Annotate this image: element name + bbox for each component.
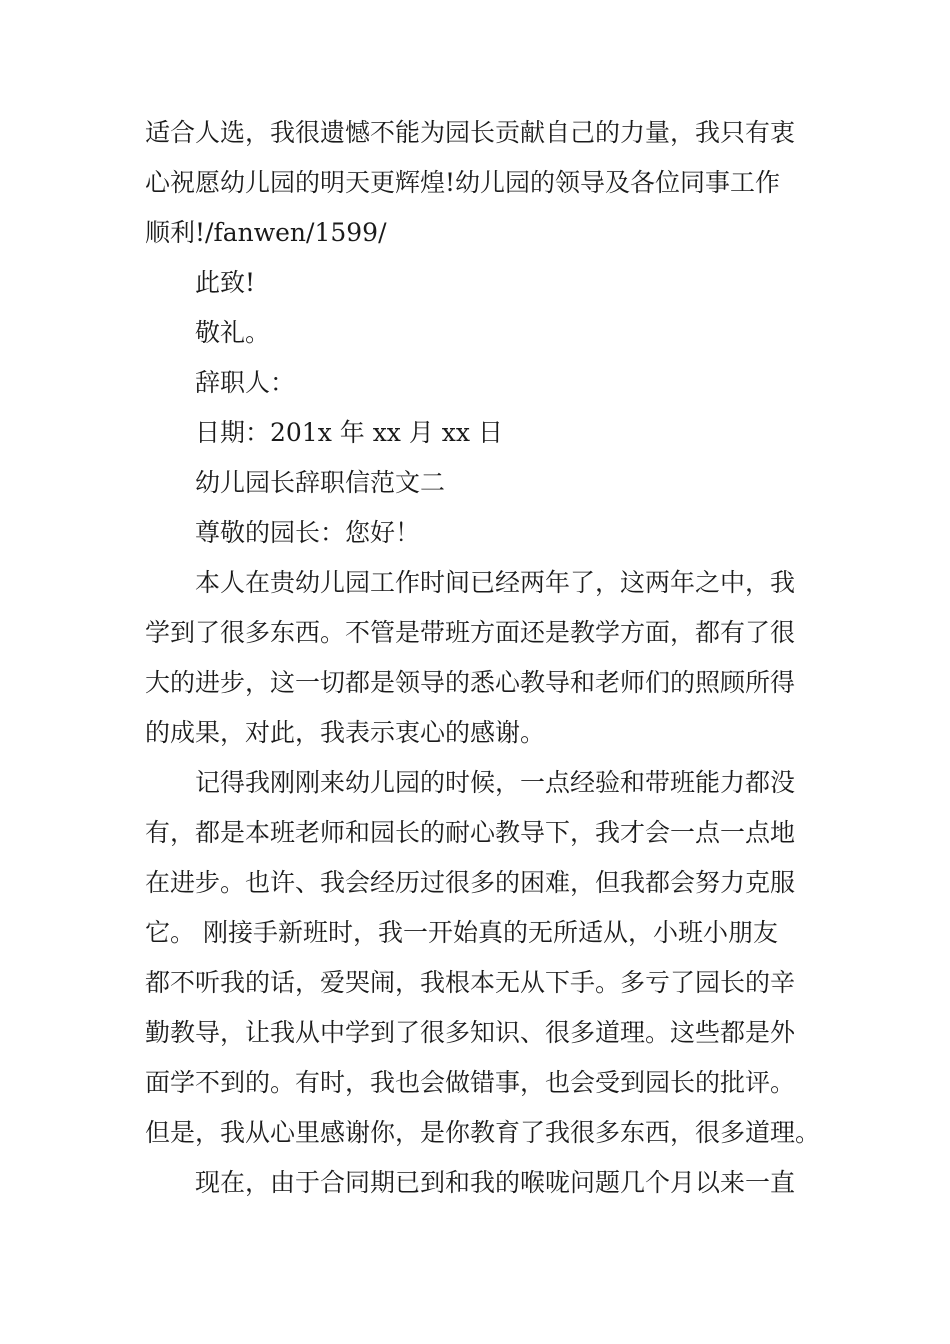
paragraph-reason: 现在，由于合同期已到和我的喉咙问题几个月以来一直 <box>195 1168 796 1197</box>
date-line: 日期：201x 年 xx 月 xx 日 <box>195 418 503 447</box>
section-title: 幼儿园长辞职信范文二 <box>195 468 446 497</box>
letter-body <box>145 108 825 1208</box>
salutation-cizhi: 此致! <box>195 268 256 297</box>
paragraph-memories: 记得我刚刚来幼儿园的时候，一点经验和带班能力都没 有，都是本班老师和园长的耐心教导下，我才会一点一点地 在进步。也许、我会经历过很多的困难，但我都会努力克服 它。 刚接手新班时，我一开始真的无所适从，小班小朋友 都不听我的话，爱哭闹，我根本无从下手。多亏了园长的辛 勤教导，让我从中学到了很多知识、很多道理。这些都是外 面学不到的。有时，我也会做错事，也会受到园长的批评。 但是，我从心里感谢你，是你教育了我很多东西，很多道理。 <box>145 768 821 1147</box>
paragraph-closing-wishes: 适合人选，我很遗憾不能为园长贡献自己的力量，我只有衷 心祝愿幼儿园的明天更辉煌!幼儿园的领导及各位同事工作 顺利!/fanwen/1599/ <box>145 118 796 247</box>
greeting: 尊敬的园长：您好！ <box>195 518 421 547</box>
paragraph-work-experience: 本人在贵幼儿园工作时间已经两年了，这两年之中，我 学到了很多东西。不管是带班方面还是教学方面，都有了很 大的进步，这一切都是领导的悉心教导和老师们的照顾所得 的成果，对此，我表示衷心的感谢。 <box>145 568 796 747</box>
resigner-label: 辞职人： <box>195 368 296 397</box>
salutation-jingli: 敬礼。 <box>195 318 271 347</box>
